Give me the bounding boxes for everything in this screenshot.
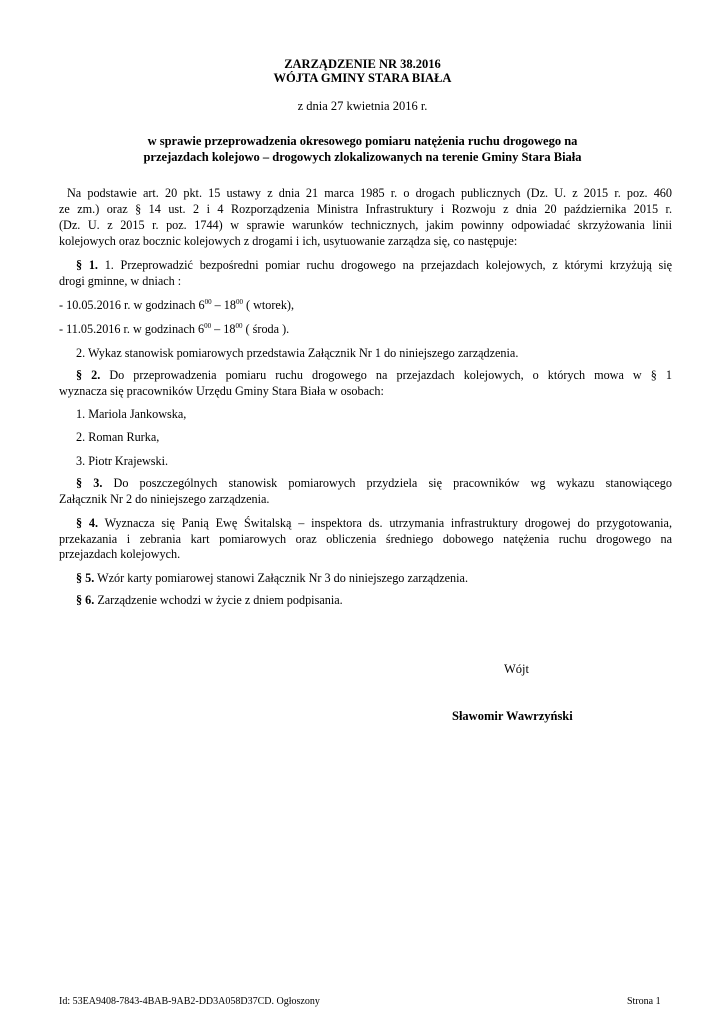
person-list-item: 3. Piotr Krajewski. xyxy=(76,454,169,468)
signature-role: Wójt xyxy=(504,662,529,676)
section-1-line-2: drogi gminne, w dniach : xyxy=(59,274,182,288)
preamble-line-3: (Dz. U. z 2015 r. poz. 1744) w sprawie warunków technicznych, jakim powinny odpowiadać skrzyżowania linii xyxy=(59,218,672,232)
date-1-sup-start: 00 xyxy=(204,298,212,306)
section-6 xyxy=(76,593,343,609)
footer-id: Id: 53EA9408-7843-4BAB-9AB2-DD3A058D37CD. Ogłoszony xyxy=(59,996,320,1007)
section-4-mark: § 4. xyxy=(76,516,99,530)
signature-name: Sławomir Wawrzyński xyxy=(452,709,573,723)
section-5-text: Wzór karty pomiarowej stanowi Załącznik Nr 3 do niniejszego zarządzenia. xyxy=(94,571,468,585)
document-date: z dnia 27 kwietnia 2016 r. xyxy=(297,99,428,113)
section-6-text: Zarządzenie wchodzi w życie z dniem podpisania. xyxy=(94,593,343,607)
title-line-1: ZARZĄDZENIE NR 38.2016 xyxy=(284,57,441,71)
section-2-text-1: Do przeprowadzenia pomiaru ruchu drogowego na przejazdach kolejowych, o których mowa w § 1 xyxy=(100,368,673,382)
date-1-mid: – 18 xyxy=(211,298,236,312)
person-list-item: 2. Roman Rurka, xyxy=(76,430,160,444)
section-5 xyxy=(76,571,468,587)
section-1-date-2 xyxy=(59,322,289,338)
section-4-line-3: przejazdach kolejowych. xyxy=(59,547,181,561)
section-2-line-2: wyznacza się pracowników Urzędu Gminy Stara Biała w osobach: xyxy=(59,384,384,398)
date-2-sup-start: 00 xyxy=(204,322,212,330)
section-3-line-2: Załącznik Nr 2 do niniejszego zarządzenia. xyxy=(59,492,270,506)
date-1-prefix: - 10.05.2016 r. w godzinach 6 xyxy=(59,298,205,312)
section-3-text-1: Do poszczególnych stanowisk pomiarowych przydziela się pracowników wg wykazu stanowiącego xyxy=(102,476,672,490)
section-4-line-2: przekazania i zebrania kart pomiarowych oraz obliczenia średniego dobowego natężenia ruchu drogowego na xyxy=(59,532,672,546)
section-1-date-1 xyxy=(59,298,294,314)
section-6-mark: § 6. xyxy=(76,593,95,607)
date-1-sup-end: 00 xyxy=(235,298,243,306)
person-list-item: 1. Mariola Jankowska, xyxy=(76,407,187,421)
subject-line-1: w sprawie przeprowadzenia okresowego pomiaru natężenia ruchu drogowego na xyxy=(147,134,578,148)
section-1-mark: § 1. xyxy=(76,258,98,272)
section-4-line-1 xyxy=(76,516,672,532)
title-line-2: WÓJTA GMINY STARA BIAŁA xyxy=(273,71,452,85)
preamble-line-4: kolejowych oraz bocznic kolejowych z drogami i ich, usytuowanie zarządza się, co następuje: xyxy=(59,234,518,248)
section-3-mark: § 3. xyxy=(76,476,103,490)
section-1-text-1: 1. Przeprowadzić bezpośredni pomiar ruchu drogowego na przejazdach kolejowych, z którymi krzyżują się xyxy=(97,258,672,272)
section-1-line-1 xyxy=(76,258,672,274)
date-2-sup-end: 00 xyxy=(235,322,243,330)
date-2-mid: – 18 xyxy=(211,322,236,336)
date-1-suffix: ( wtorek), xyxy=(242,298,295,312)
document-title xyxy=(0,57,725,85)
section-5-mark: § 5. xyxy=(76,571,95,585)
section-4-text-1: Wyznacza się Panią Ewę Świtalską – inspektora ds. utrzymania infrastruktury drogowej do przygotowania, xyxy=(98,516,673,530)
subject-line-2: przejazdach kolejowo – drogowych zlokalizowanych na terenie Gminy Stara Biała xyxy=(143,149,582,164)
preamble-line-2: ze zm.) oraz § 14 ust. 2 i 4 Rozporządzenia Ministra Infrastruktury i Rozwoju z dnia 20 października 2015 r. xyxy=(59,202,672,216)
preamble-line-1: Na podstawie art. 20 pkt. 15 ustawy z dnia 21 marca 1985 r. o drogach publicznych (Dz. U. z 2015 r. poz. 460 xyxy=(67,186,672,200)
date-2-suffix: ( środa ). xyxy=(242,322,290,336)
document-subject xyxy=(0,134,725,165)
section-3-line-1 xyxy=(76,476,672,492)
section-2-line-1 xyxy=(76,368,672,384)
date-2-prefix: - 11.05.2016 r. w godzinach 6 xyxy=(59,322,205,336)
section-2-mark: § 2. xyxy=(76,368,101,382)
footer-page-number: Strona 1 xyxy=(627,996,661,1007)
section-1-point-2: 2. Wykaz stanowisk pomiarowych przedstawia Załącznik Nr 1 do niniejszego zarządzenia. xyxy=(76,346,519,360)
